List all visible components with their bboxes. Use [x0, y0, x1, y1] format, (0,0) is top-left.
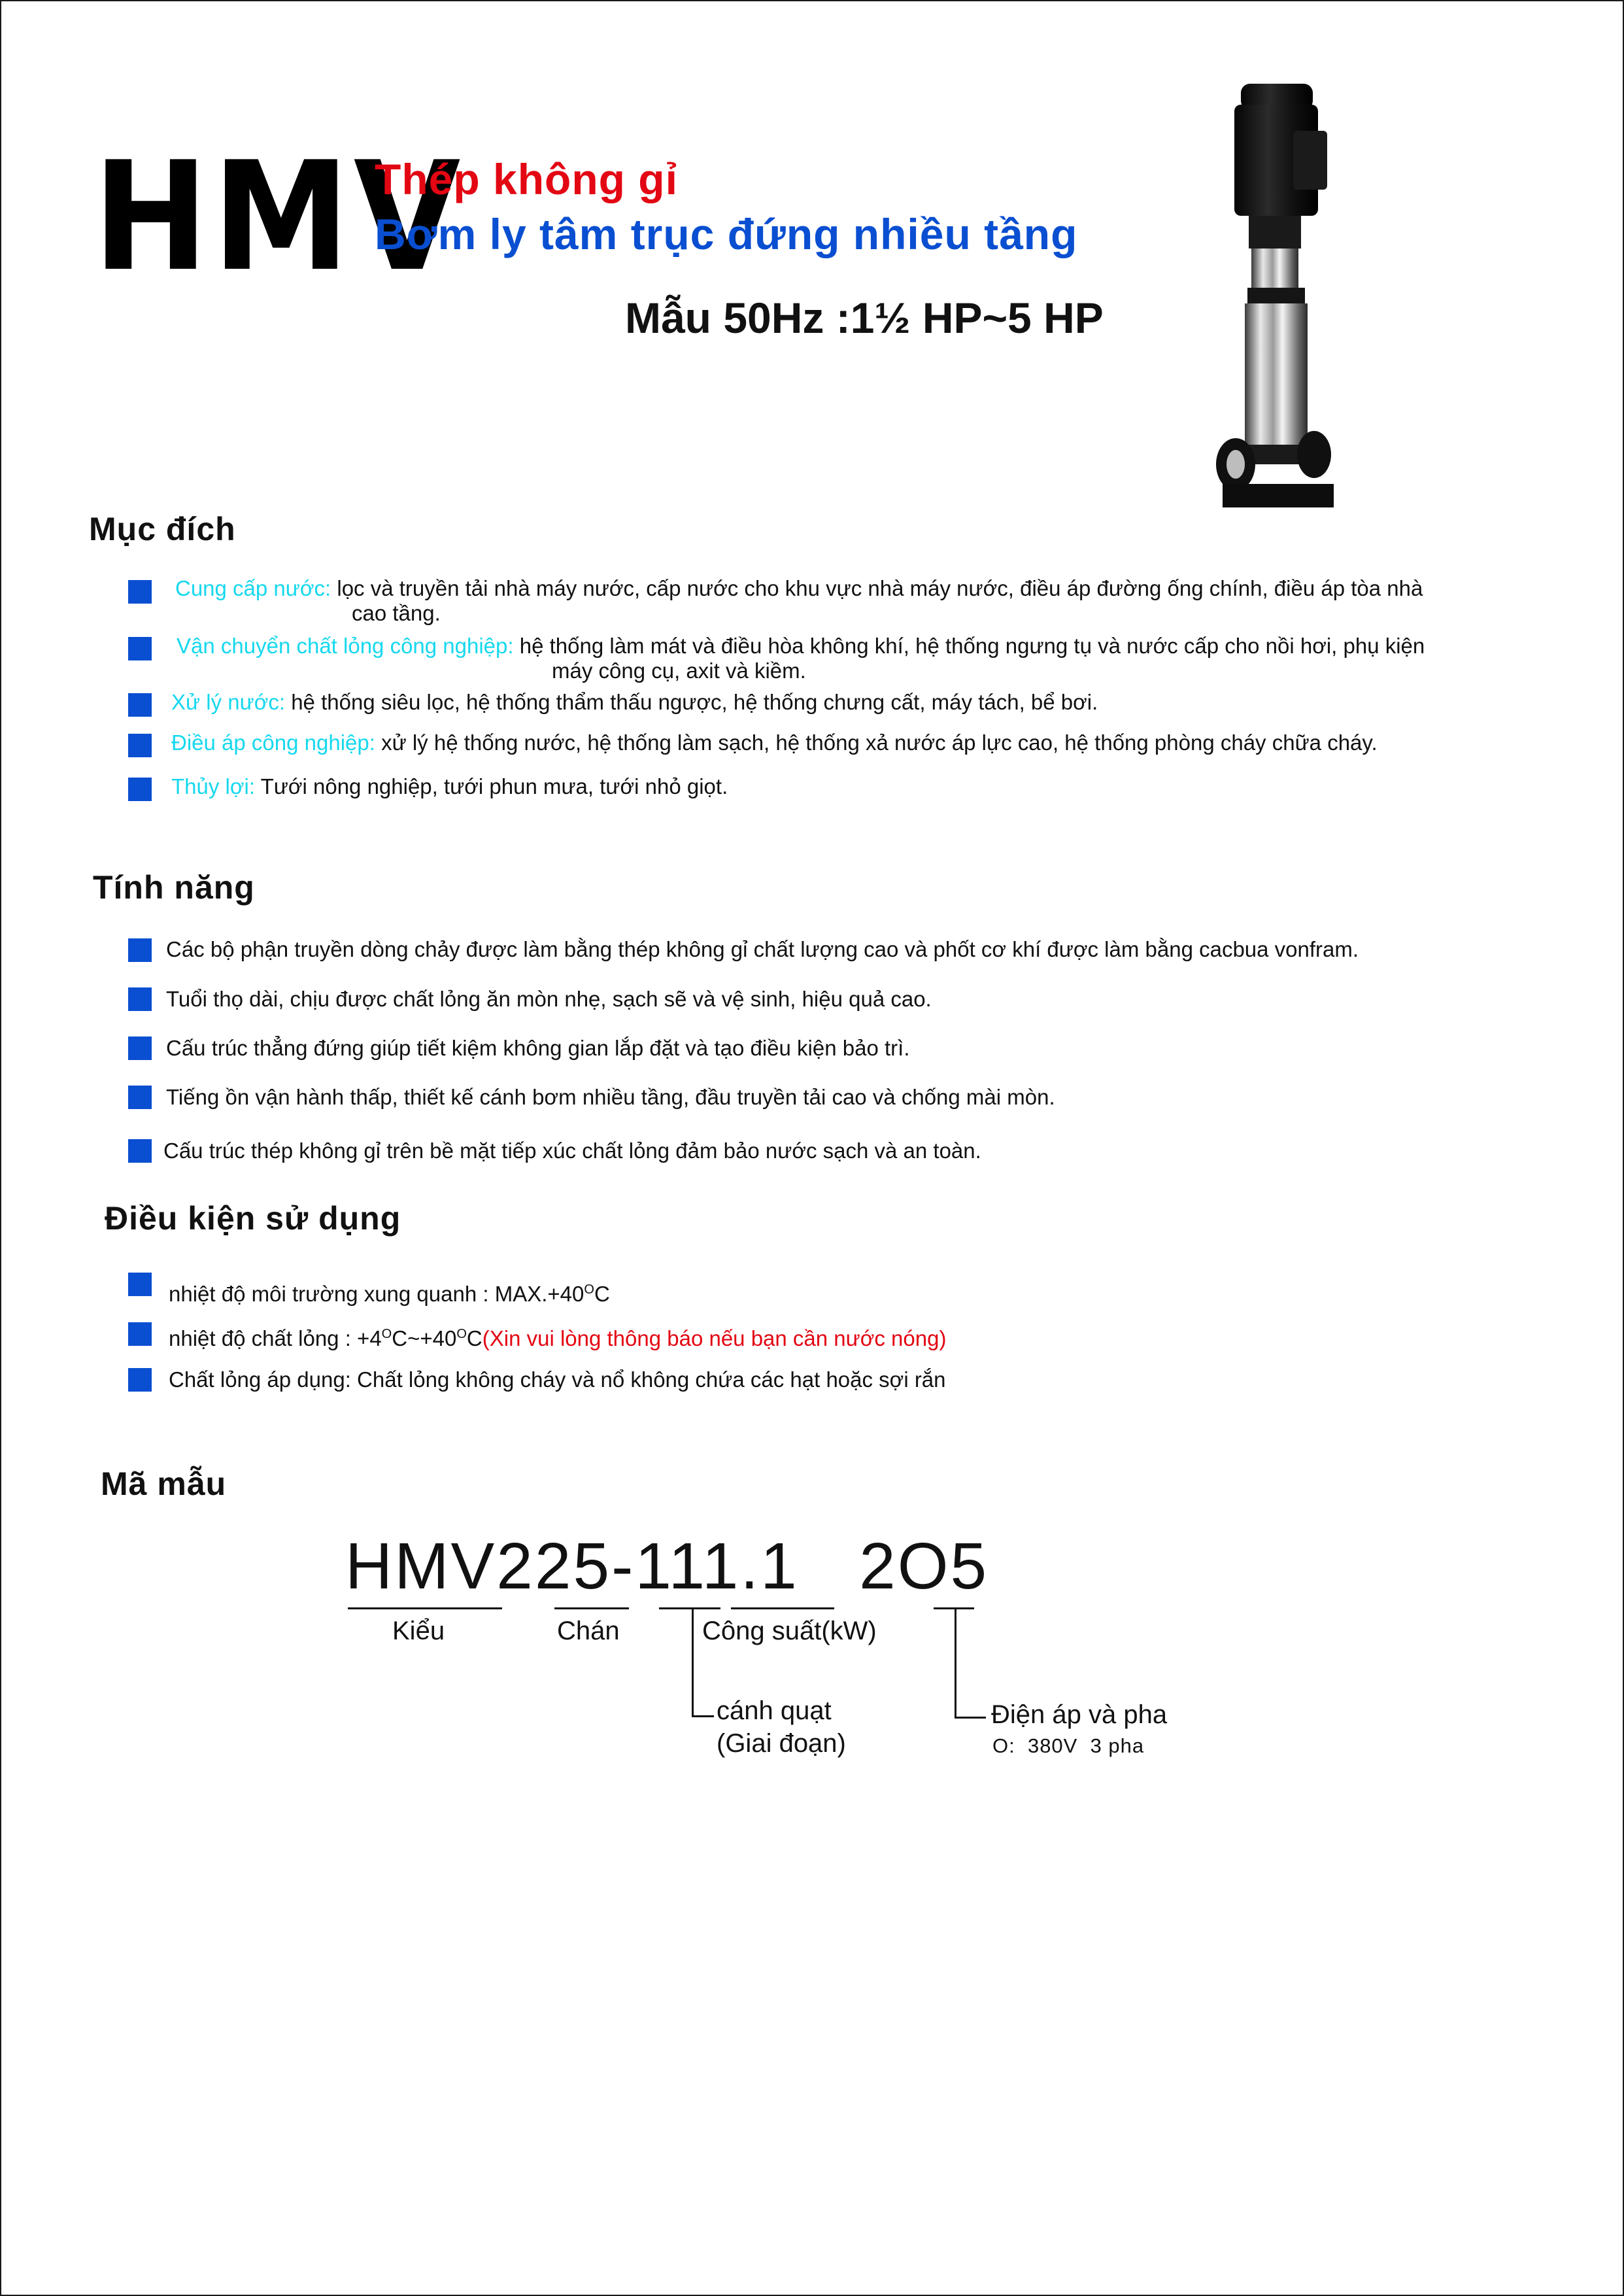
connector-dien-ap-vertical	[955, 1607, 956, 1719]
feature-item: Tuổi thọ dài, chịu được chất lỏng ăn mòn nhẹ, sạch sẽ và vệ sinh, hiệu quả cao.	[166, 987, 932, 1011]
bullet-icon	[128, 637, 152, 660]
model-code-example: HMV225-111.1 2O5	[345, 1530, 989, 1603]
connector-canh-quat-horizontal	[692, 1715, 714, 1717]
condition-ambient-temp	[169, 1277, 610, 1307]
purpose-text: hệ thống siêu lọc, hệ thống thẩm thấu ngược, hệ thống chưng cất, máy tách, bể bơi.	[291, 690, 1098, 714]
bullet-icon	[128, 778, 152, 801]
model-range-heading: Mẫu 50Hz :1½ HP~5 HP	[625, 294, 1104, 342]
unit-c: C	[594, 1282, 610, 1306]
purpose-text-continued: cao tầng.	[352, 601, 441, 625]
vertical-pump-image	[1210, 78, 1340, 510]
purpose-label: Cung cấp nước:	[175, 576, 331, 600]
section-title-purpose: Mục đích	[89, 511, 236, 547]
underline-cong-suat	[731, 1607, 834, 1609]
section-title-conditions: Điều kiện sử dụng	[105, 1200, 401, 1237]
section-title-model-code: Mã mẫu	[101, 1465, 227, 1502]
bullet-icon	[128, 693, 152, 717]
underline-kieu	[348, 1607, 502, 1609]
purpose-label: Xử lý nước:	[171, 690, 286, 714]
product-subtitle: Bơm ly tâm trục đứng nhiều tầng	[375, 210, 1078, 258]
condition-text: C~+40	[392, 1326, 457, 1350]
label-dien-ap: Điện áp và pha	[991, 1700, 1168, 1729]
bullet-icon	[128, 580, 152, 604]
bullet-icon	[128, 734, 152, 757]
underline-chan	[554, 1607, 629, 1609]
purpose-item-industrial-liquid	[177, 633, 1425, 659]
purpose-label: Vận chuyển chất lỏng công nghiệp:	[177, 634, 514, 658]
purpose-text: xử lý hệ thống nước, hệ thống làm sạch, hệ thống xả nước áp lực cao, hệ thống phòng cháy chữa cháy.	[381, 730, 1378, 755]
bullet-icon	[128, 1086, 152, 1109]
feature-item: Cấu trúc thép không gỉ trên bề mặt tiếp xúc chất lỏng đảm bảo nước sạch và an toàn.	[163, 1139, 981, 1163]
connector-dien-ap-horizontal	[955, 1717, 986, 1719]
feature-item: Cấu trúc thẳng đứng giúp tiết kiệm không gian lắp đặt và tạo điều kiện bảo trì.	[166, 1036, 910, 1060]
purpose-item-irrigation	[171, 774, 728, 800]
degree-symbol: O	[584, 1282, 594, 1297]
material-subtitle: Thép không gỉ	[375, 155, 678, 203]
underline-dien-ap	[934, 1607, 974, 1609]
purpose-text-continued: máy công cụ, axit và kiềm.	[552, 659, 806, 683]
label-chan: Chán	[557, 1617, 620, 1645]
purpose-item-water-supply	[175, 575, 1423, 602]
purpose-item-water-treatment	[171, 689, 1098, 715]
feature-item: Tiếng ồn vận hành thấp, thiết kế cánh bơm nhiều tầng, đầu truyền tải cao và chống mài mòn.	[166, 1085, 1055, 1109]
connector-canh-quat-vertical	[692, 1607, 694, 1717]
label-cong-suat: Công suất(kW)	[702, 1617, 877, 1645]
condition-liquid-type: Chất lỏng áp dụng: Chất lỏng không cháy và nổ không chứa các hạt hoặc sợi rắn	[169, 1367, 946, 1392]
purpose-item-industrial-pressure	[171, 730, 1378, 756]
bullet-icon	[128, 938, 152, 962]
condition-text: nhiệt độ chất lỏng : +4	[169, 1326, 382, 1350]
degree-symbol: O	[381, 1327, 392, 1341]
condition-text: nhiệt độ môi trường xung quanh : MAX.+40	[169, 1282, 584, 1306]
underline-canh-quat	[659, 1607, 720, 1609]
bullet-icon	[128, 1037, 152, 1060]
degree-symbol: O	[456, 1327, 467, 1341]
label-voltage-value: O: 380V 3 pha	[992, 1734, 1145, 1757]
condition-liquid-temp	[169, 1321, 946, 1352]
bullet-icon	[128, 1322, 152, 1346]
purpose-label: Thủy lợi:	[171, 774, 256, 798]
purpose-text: Tưới nông nghiệp, tưới phun mưa, tưới nhỏ giọt.	[260, 774, 728, 798]
bullet-icon	[128, 1273, 152, 1296]
feature-item: Các bộ phận truyền dòng chảy được làm bằng thép không gỉ chất lượng cao và phốt cơ khí được làm bằng cacbua vonfram.	[166, 937, 1359, 961]
label-giai-doan: (Giai đoạn)	[717, 1729, 846, 1758]
bullet-icon	[128, 1368, 152, 1392]
bullet-icon	[128, 987, 152, 1011]
bullet-icon	[128, 1139, 152, 1163]
purpose-label: Điều áp công nghiệp:	[171, 730, 375, 755]
purpose-text: lọc và truyền tải nhà máy nước, cấp nước cho khu vực nhà máy nước, điều áp đường ống chính, điều áp tòa nhà	[337, 576, 1423, 600]
section-title-features: Tính năng	[93, 869, 255, 906]
brand-logo: HMV	[93, 130, 464, 305]
unit-c: C	[466, 1326, 482, 1350]
hot-water-note: (Xin vui lòng thông báo nếu bạn cần nước nóng)	[482, 1326, 947, 1350]
label-canh-quat: cánh quạt	[717, 1696, 832, 1725]
label-kieu: Kiểu	[392, 1617, 445, 1645]
purpose-text: hệ thống làm mát và điều hòa không khí, hệ thống ngưng tụ và nước cấp cho nồi hơi, phụ kiện	[519, 634, 1425, 658]
